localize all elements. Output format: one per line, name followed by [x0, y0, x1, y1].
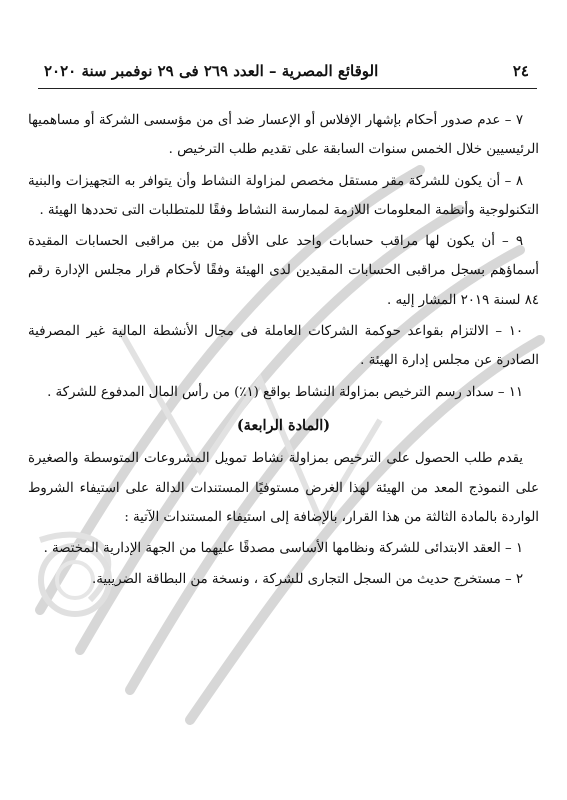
gazette-title: الوقائع المصرية – العدد ٢٦٩ فى ٢٩ نوفمبر سنة ٢٠٢٠: [44, 62, 379, 80]
clause-8: ٨ – أن يكون للشركة مقر مستقل مخصص لمزاولة النشاط وأن يتوافر به التجهيزات والبنية التكنولوجية وأنظمة المعلومات اللازمة لممارسة النشاط وفقًا للمتطلبات التى تحددها الهيئة .: [28, 173, 539, 218]
page-number: ٢٤: [512, 62, 529, 80]
document-body: [28, 106, 539, 597]
article-four-intro: يقدم طلب الحصول على الترخيص بمزاولة نشاط تمويل المشروعات المتوسطة والصغيرة على النموذج المعد من الهيئة لهذا الغرض مستوفيًا المستندات الدالة على استيفاء الشروط الواردة بالمادة الثالثة من هذا القرار، بالإضافة إلى استيفاء المستندات الآتية :: [28, 451, 539, 525]
clause-9: ٩ – أن يكون لها مراقب حسابات واحد على الأقل من بين مراقبى الحسابات المقيدة أسماؤهم بسجل مراقبى الحسابات المقيدين لدى الهيئة وفقًا لأحكام قرار مجلس الإدارة رقم ٨٤ لسنة ٢٠١٩ المشار إليه .: [28, 234, 539, 308]
clause-10: ١٠ – الالتزام بقواعد حوكمة الشركات العاملة فى مجال الأنشطة المالية غير المصرفية الصادرة عن مجلس إدارة الهيئة .: [28, 324, 539, 369]
required-document-1: ١ – العقد الابتدائى للشركة ونظامها الأساسى مصدقًا عليهما من الجهة الإدارية المختصة .: [43, 541, 523, 557]
clause-11: ١١ – سداد رسم الترخيص بمزاولة النشاط بواقع (١٪) من رأس المال المدفوع للشركة .: [47, 384, 523, 400]
page-header: [44, 62, 529, 84]
required-document-2: ٢ – مستخرج حديث من السجل التجارى للشركة ، ونسخة من البطاقة الضريبية.: [92, 572, 523, 588]
article-four-heading: (المادة الرابعة): [236, 416, 331, 434]
header-divider: [38, 88, 537, 89]
clause-7: ٧ – عدم صدور أحكام بإشهار الإفلاس أو الإعسار ضد أى من مؤسسى الشركة أو مساهميها الرئيسيين خلال الخمس سنوات السابقة على تقديم طلب الترخيص .: [28, 113, 539, 158]
document-page: [18, 0, 549, 800]
